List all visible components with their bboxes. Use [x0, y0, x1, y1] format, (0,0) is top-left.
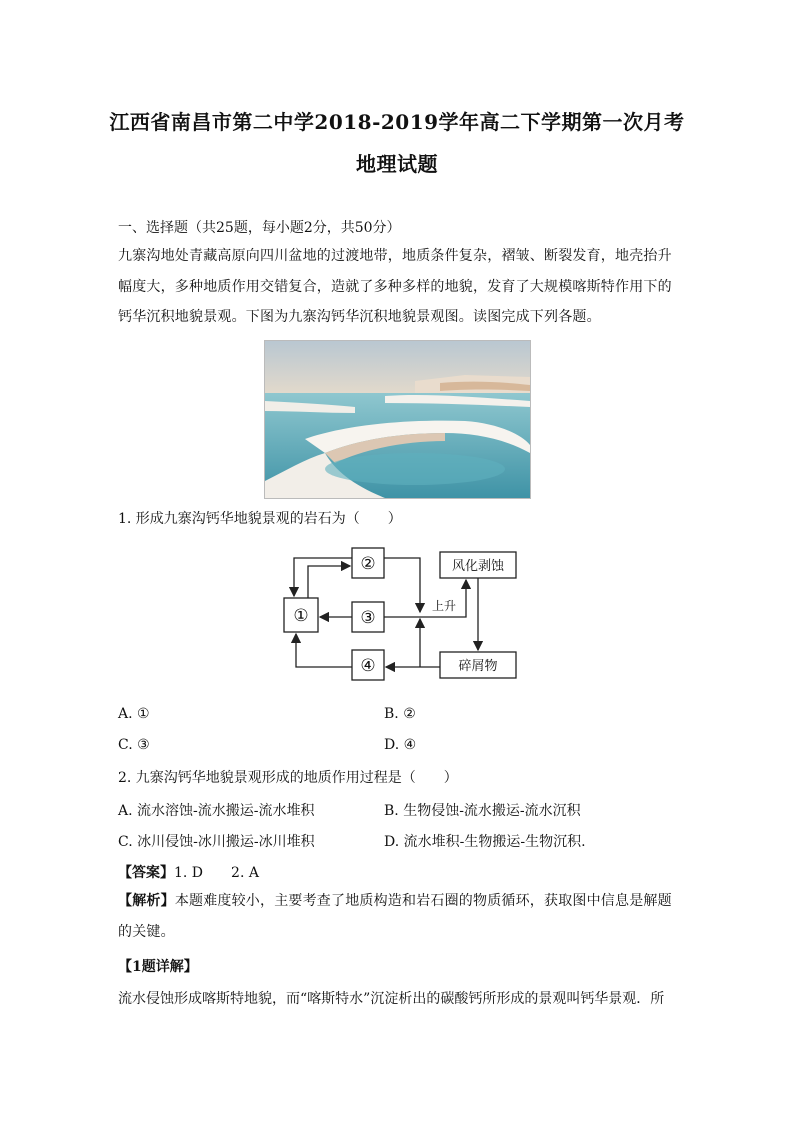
document-title: 江西省南昌市第二中学2018-2019学年高二下学期第一次月考: [109, 110, 685, 134]
q1-option-d: D. ④: [384, 737, 417, 753]
detail-text: 流水侵蚀形成喀斯特地貌，而“喀斯特水”沉淀析出的碳酸钙所形成的景观叫钙华景观．所: [118, 991, 665, 1007]
q2-option-d: D. 流水堆积-生物搬运-生物沉积.: [384, 834, 586, 850]
q1-option-b: B. ②: [384, 706, 416, 722]
question-2-stem: 2. 九寨沟钙华地貌景观形成的地质作用过程是（ ）: [118, 770, 458, 786]
node-4-label: ④: [360, 656, 376, 676]
q2-option-b: B. 生物侵蚀-流水搬运-流水沉积: [384, 803, 581, 819]
analysis-label: 【解析】: [118, 893, 175, 909]
travertine-landscape-photo: [264, 340, 531, 499]
document-subtitle: 地理试题: [356, 152, 438, 176]
debris-label: 碎屑物: [458, 659, 498, 674]
question-1-stem: 1. 形成九寨沟钙华地貌景观的岩石为（ ）: [118, 511, 402, 527]
analysis-text: 本题难度较小，主要考查了地质构造和岩石圈的物质循环，获取图中信息是解题的关键。: [118, 893, 672, 940]
rock-cycle-diagram: [274, 540, 524, 690]
node-2-label: ②: [360, 554, 376, 574]
weathering-label: 风化剥蚀: [451, 559, 505, 574]
section-heading: 一、选择题（共25题，每小题2分，共50分）: [118, 220, 401, 236]
node-1-label: ①: [293, 606, 309, 626]
q1-option-c: C. ③: [118, 737, 150, 753]
uplift-label: 上升: [432, 599, 457, 613]
q1-option-a: A. ①: [118, 706, 150, 722]
q2-option-a: A. 流水溶蚀-流水搬运-流水堆积: [118, 803, 315, 819]
answer-text: 1. D 2. A: [174, 865, 259, 881]
intro-paragraph: 九寨沟地处青藏高原向四川盆地的过渡地带，地质条件复杂，褶皱、断裂发育，地壳抬升幅度大，多种地质作用交错复合，造就了多种多样的地貌，发育了大规模喀斯特作用下的钙华沉积地貌景观。下图为九寨沟钙华沉积地貌景观图。读图完成下列各题。: [118, 248, 672, 325]
answer-label: 【答案】: [118, 865, 174, 881]
q2-option-c: C. 冰川侵蚀-冰川搬运-冰川堆积: [118, 834, 315, 850]
node-3-label: ③: [360, 608, 376, 628]
detail-heading: 【1题详解】: [118, 959, 198, 975]
answer-line: [118, 862, 259, 882]
analysis-paragraph: [118, 886, 678, 947]
